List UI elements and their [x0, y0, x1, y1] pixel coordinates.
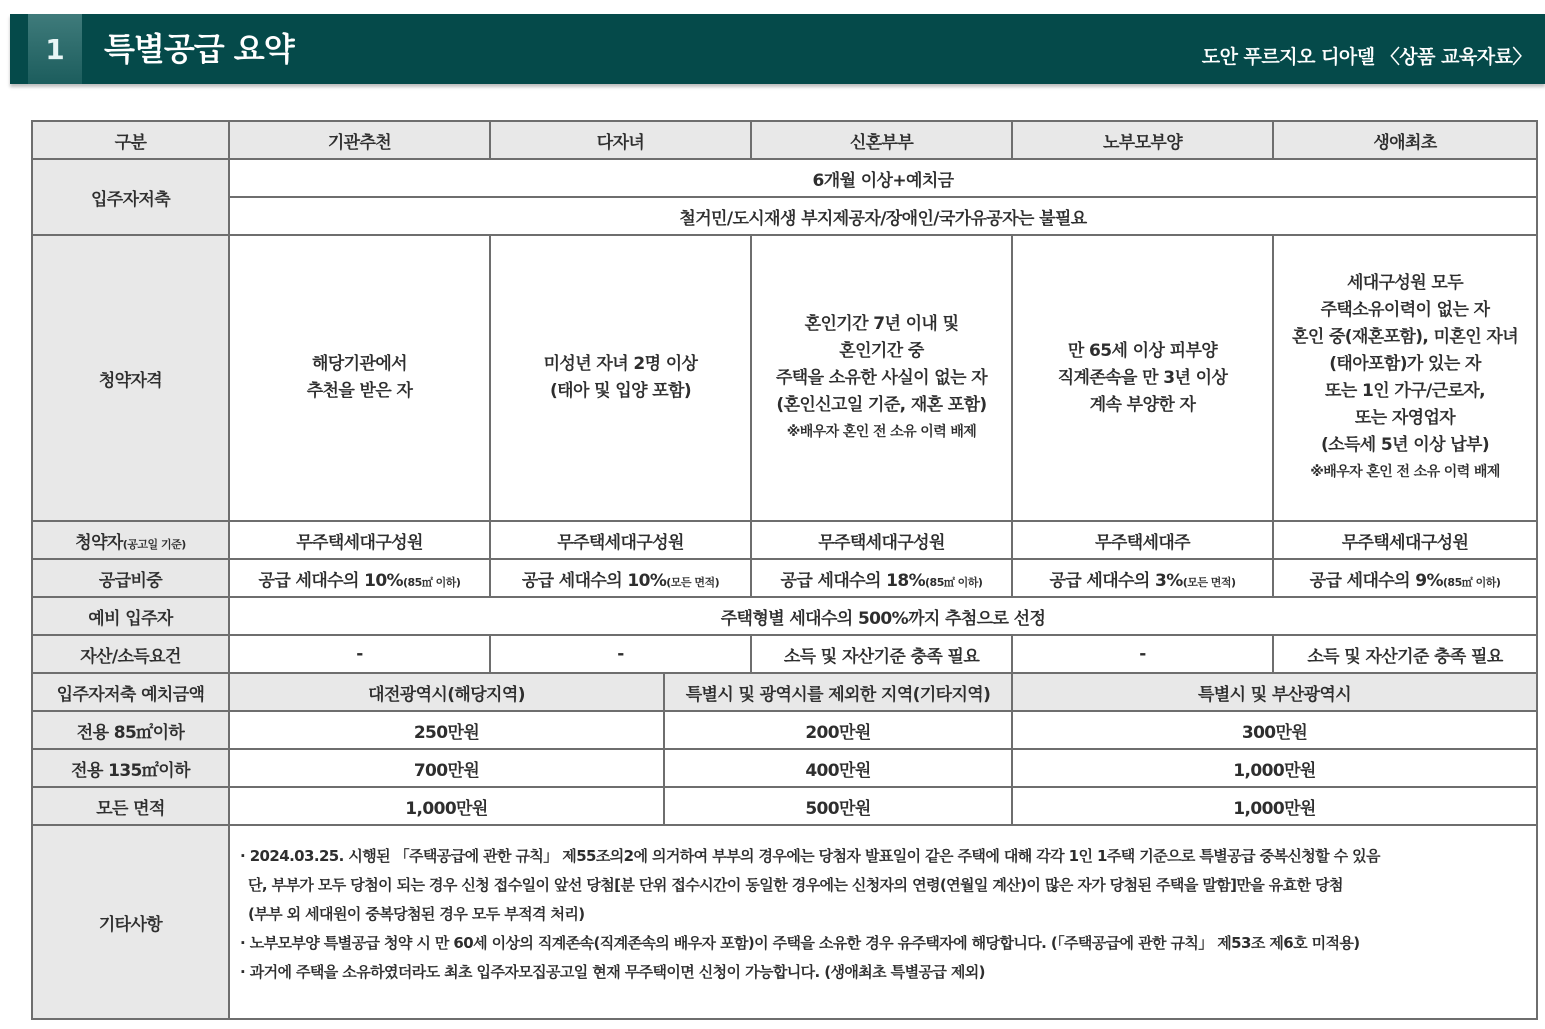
deposit-cell: 1,000만원	[1012, 787, 1537, 825]
asset-income-cell: 소득 및 자산기준 충족 필요	[751, 635, 1012, 673]
applicant-cell: 무주택세대구성원	[751, 521, 1012, 559]
eligibility-line: 또는 1인 가구/근로자,	[1325, 381, 1485, 401]
deposit-cell: 500만원	[664, 787, 1012, 825]
table-row	[32, 749, 1537, 787]
eligibility-line: 추천을 받은 자	[306, 381, 413, 401]
eligibility-line: 주택을 소유한 사실이 없는 자	[775, 367, 988, 388]
eligibility-line: 혼인기간 7년 이내 및	[804, 313, 959, 334]
eligibility-line: 혼인 중(재혼포함), 미혼인 자녀	[1292, 327, 1519, 347]
supply-ratio-scope: (85㎡ 이하)	[1442, 575, 1501, 589]
table-row	[32, 197, 1537, 235]
eligibility-cell	[751, 235, 1012, 521]
eligibility-line: (태아 및 입양 포함)	[549, 381, 692, 401]
eligibility-cell	[490, 235, 751, 521]
supply-ratio-scope: (모든 면적)	[666, 575, 720, 589]
supply-ratio-value: 공급 세대수의 10%	[521, 570, 667, 591]
table-row	[32, 825, 1537, 1019]
eligibility-line: (혼인신고일 기준, 재혼 포함)	[776, 394, 987, 415]
supply-ratio-value: 공급 세대수의 3%	[1049, 570, 1183, 591]
table-row	[32, 635, 1537, 673]
section-number: 1	[28, 14, 82, 84]
row-label: 입주자저축	[32, 159, 229, 235]
document-subtitle: 도안 푸르지오 디아델 〈상품 교육자료〉	[1201, 46, 1531, 68]
deposit-cell: 300만원	[1012, 711, 1537, 749]
asset-income-cell: -	[229, 635, 490, 673]
asset-income-cell: -	[1012, 635, 1273, 673]
applicant-cell: 무주택세대구성원	[229, 521, 490, 559]
eligibility-line: 계속 부양한 자	[1089, 394, 1196, 415]
column-header: 다자녀	[490, 121, 751, 159]
row-label-text: 청약자	[75, 532, 123, 553]
note-line: · 과거에 주택을 소유하였더라도 최초 입주자모집공고일 현재 무주택이면 신청이 가능합니다. (생애최초 특별공급 제외)	[240, 963, 985, 981]
row-label: 전용 85㎡이하	[32, 711, 229, 749]
eligibility-line: (소득세 5년 이상 납부)	[1320, 435, 1490, 455]
supply-ratio-scope: (85㎡ 이하)	[403, 575, 461, 589]
supply-ratio-value: 공급 세대수의 9%	[1309, 570, 1443, 591]
region-header: 특별시 및 광역시를 제외한 지역(기타지역)	[664, 673, 1012, 711]
deposit-cell: 200만원	[664, 711, 1012, 749]
row-label: 공급비중	[32, 559, 229, 597]
column-header: 기관추천	[229, 121, 490, 159]
deposit-cell: 700만원	[229, 749, 664, 787]
row-label: 모든 면적	[32, 787, 229, 825]
eligibility-line: 해당기관에서	[312, 354, 407, 374]
region-header: 특별시 및 부산광역시	[1012, 673, 1537, 711]
supply-ratio-cell	[229, 559, 490, 597]
eligibility-cell	[229, 235, 490, 521]
eligibility-cell	[1273, 235, 1537, 521]
note-line: (부부 외 세대원이 중복당첨된 경우 모두 부적격 처리)	[248, 905, 585, 923]
supply-ratio-value: 공급 세대수의 18%	[780, 570, 926, 591]
applicant-cell: 무주택세대구성원	[490, 521, 751, 559]
savings-exemption: 철거민/도시재생 부지제공자/장애인/국가유공자는 불필요	[229, 197, 1537, 235]
special-supply-summary-table	[31, 120, 1538, 1020]
eligibility-line: 미성년 자녀 2명 이상	[543, 354, 698, 374]
row-label: 청약자격	[32, 235, 229, 521]
deposit-cell: 1,000만원	[229, 787, 664, 825]
column-header: 노부모부양	[1012, 121, 1273, 159]
supply-ratio-value: 공급 세대수의 10%	[258, 570, 403, 591]
supply-ratio-cell	[751, 559, 1012, 597]
column-header: 생애최초	[1273, 121, 1537, 159]
row-label-note: (공고일 기준)	[122, 537, 186, 551]
deposit-header-row	[32, 673, 1537, 711]
note-line: · 노부모부양 특별공급 청약 시 만 60세 이상의 직계존속(직계존속의 배우자 포함)이 주택을 소유한 경우 유주택자에 해당합니다. (「주택공급에 관한 규칙」 제53조 제6호 미적용)	[240, 934, 1360, 952]
eligibility-note: ※배우자 혼인 전 소유 이력 배제	[786, 423, 977, 440]
supply-ratio-scope: (모든 면적)	[1182, 575, 1236, 589]
applicant-cell: 무주택세대주	[1012, 521, 1273, 559]
eligibility-line: 주택소유이력이 없는 자	[1320, 300, 1490, 320]
savings-requirement: 6개월 이상+예치금	[229, 159, 1537, 197]
row-label: 예비 입주자	[32, 597, 229, 635]
region-header: 대전광역시(해당지역)	[229, 673, 664, 711]
row-label: 입주자저축 예치금액	[32, 673, 229, 711]
row-label: 자산/소득요건	[32, 635, 229, 673]
eligibility-line: (태아포함)가 있는 자	[1329, 354, 1481, 374]
other-notes-cell	[229, 825, 1537, 1019]
table-row	[32, 235, 1537, 521]
reserve-cell: 주택형별 세대수의 500%까지 추첨으로 선정	[229, 597, 1537, 635]
supply-ratio-cell	[490, 559, 751, 597]
supply-ratio-cell	[1273, 559, 1537, 597]
eligibility-line: 만 65세 이상 피부양	[1067, 340, 1218, 361]
column-header: 구분	[32, 121, 229, 159]
eligibility-line: 직계존속을 만 3년 이상	[1057, 367, 1228, 388]
page-title: 특별공급 요약	[104, 30, 294, 68]
table-row	[32, 711, 1537, 749]
eligibility-line: 세대구성원 모두	[1346, 273, 1464, 293]
table-row	[32, 597, 1537, 635]
table-row	[32, 521, 1537, 559]
supply-ratio-cell	[1012, 559, 1273, 597]
eligibility-note: ※배우자 혼인 전 소유 이력 배제	[1310, 464, 1500, 480]
applicant-cell: 무주택세대구성원	[1273, 521, 1537, 559]
row-label: 전용 135㎡이하	[32, 749, 229, 787]
table-row	[32, 787, 1537, 825]
deposit-cell: 250만원	[229, 711, 664, 749]
eligibility-cell	[1012, 235, 1273, 521]
column-header-row	[32, 121, 1537, 159]
deposit-cell: 400만원	[664, 749, 1012, 787]
row-label: 기타사항	[32, 825, 229, 1019]
section-header	[10, 14, 1545, 84]
table-row	[32, 159, 1537, 197]
eligibility-line: 혼인기간 중	[839, 340, 924, 361]
table-row	[32, 559, 1537, 597]
note-line: · 2024.03.25. 시행된 「주택공급에 관한 규칙」 제55조의2에 의거하여 부부의 경우에는 당첨자 발표일이 같은 주택에 대해 각각 1인 1주택 기준으로 특별공급 중복신청할 수 있음	[240, 847, 1380, 865]
row-label	[32, 521, 229, 559]
asset-income-cell: 소득 및 자산기준 충족 필요	[1273, 635, 1537, 673]
note-line: 단, 부부가 모두 당첨이 되는 경우 신청 접수일이 앞선 당첨[분 단위 접수시간이 동일한 경우에는 신청자의 연령(연월일 계산)이 많은 자가 당첨된 주택을 말함]만을 유효한 당첨	[248, 876, 1343, 894]
supply-ratio-scope: (85㎡ 이하)	[925, 575, 983, 589]
eligibility-line: 또는 자영업자	[1354, 408, 1456, 428]
column-header: 신혼부부	[751, 121, 1012, 159]
deposit-cell: 1,000만원	[1012, 749, 1537, 787]
asset-income-cell: -	[490, 635, 751, 673]
